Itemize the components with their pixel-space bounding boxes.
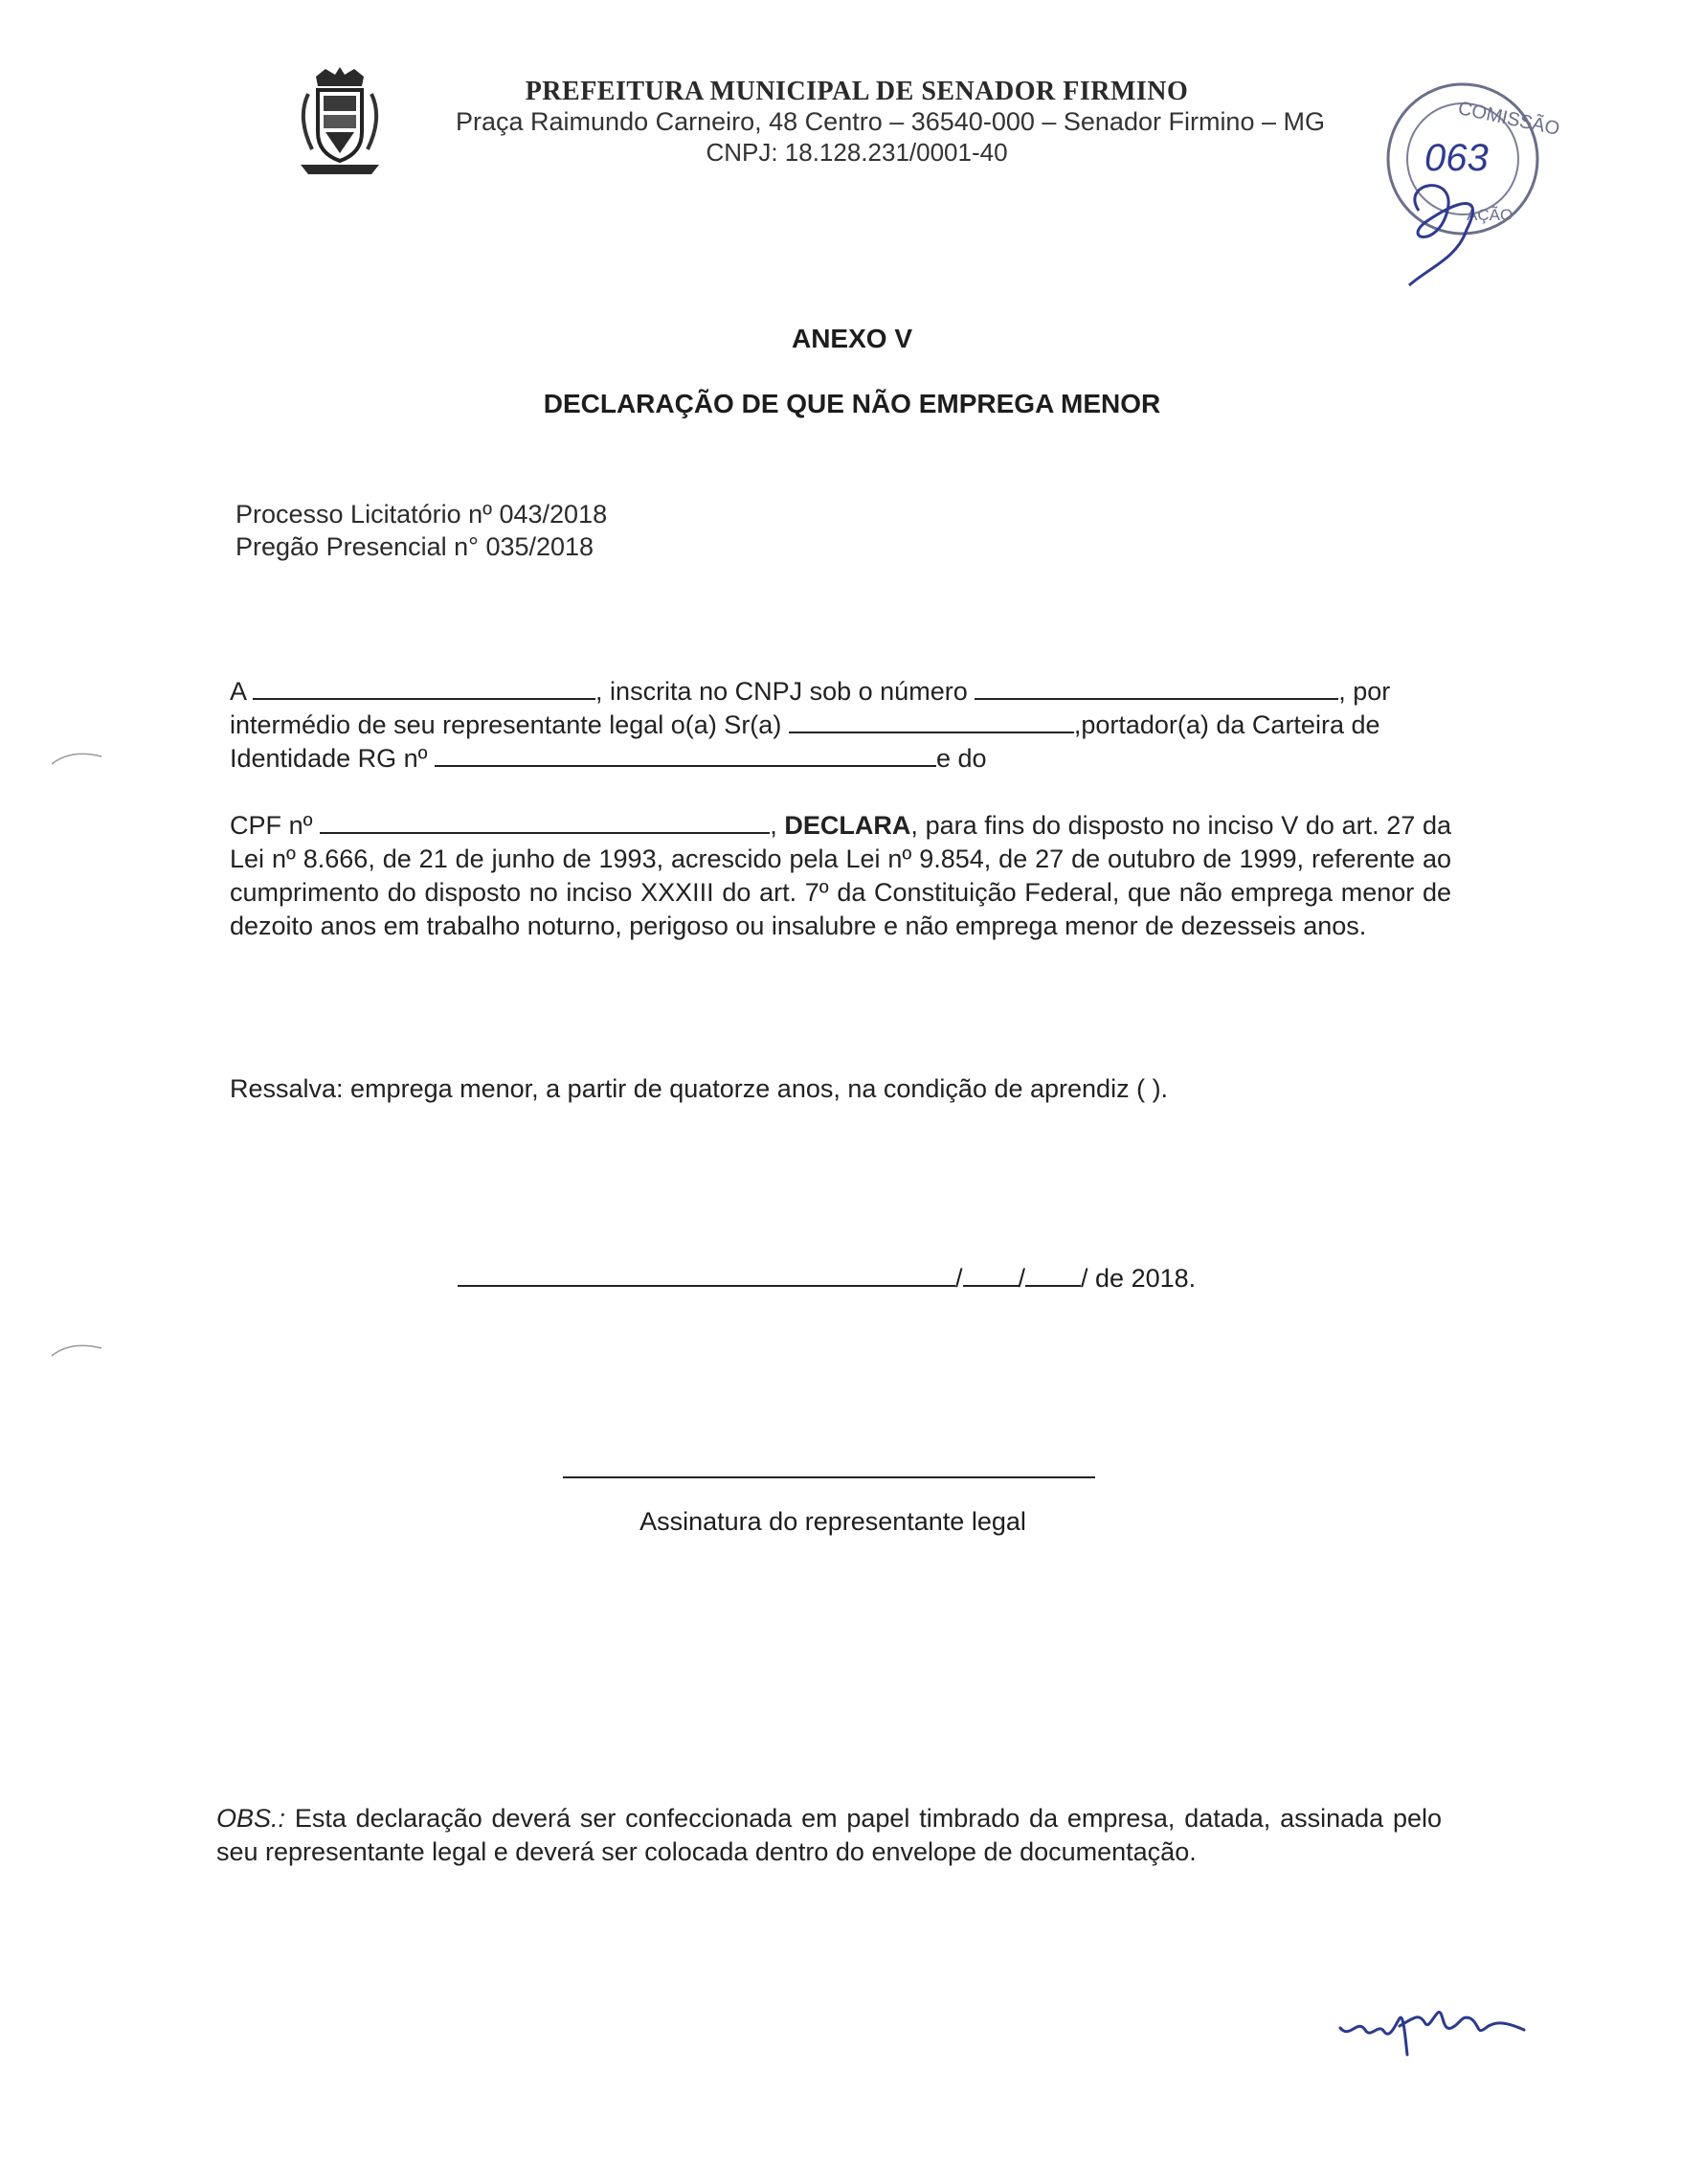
declaration-title: DECLARAÇÃO DE QUE NÃO EMPREGA MENOR: [543, 389, 1161, 418]
text-declaration-body: , para fins do disposto no inciso V do art. 27 da Lei nº 8.666, de 21 de junho de 1993, acrescido pela Lei nº 9.854, de 27 de outubro de 1999, referente ao cumprimento do disposto no inciso XXXIII do art. 7º da Constituição Federal, que não emprega menor de dezoito anos em trabalho noturno, perigoso ou insalubre e não emprega menor de dezesseis anos.: [230, 811, 1451, 940]
ressalva-text: Ressalva: emprega menor, a partir de quatorze anos, na condição de aprendiz ( ).: [230, 1074, 1169, 1103]
date-sep-2: /: [1018, 1264, 1026, 1293]
letterhead-title: PREFEITURA MUNICIPAL DE SENADOR FIRMINO: [525, 77, 1189, 106]
stamp-text-top: COMISSÃO: [1456, 98, 1562, 141]
signature-label: Assinatura do representante legal: [639, 1507, 1026, 1536]
rg-field[interactable]: [435, 744, 936, 767]
text-por: , por: [1338, 677, 1391, 706]
representative-name-field[interactable]: [789, 710, 1074, 733]
stamp-number: 063: [1424, 137, 1489, 179]
text-edo: e do: [936, 744, 987, 773]
month-field[interactable]: [1025, 1264, 1081, 1287]
cnpj-field[interactable]: [975, 677, 1338, 700]
scan-mark: [48, 745, 105, 768]
text-inscrita: , inscrita no CNPJ sob o número: [595, 677, 968, 706]
text-cpf: CPF nº: [230, 811, 313, 840]
cpf-field[interactable]: [320, 811, 770, 834]
date-line: [458, 1264, 1196, 1294]
obs-label: OBS.:: [216, 1804, 286, 1833]
text-declara: DECLARA: [784, 811, 911, 840]
obs-note: [216, 1802, 1442, 1869]
day-field[interactable]: [963, 1264, 1019, 1287]
date-suffix: / de 2018.: [1081, 1264, 1197, 1293]
letterhead-cnpj: CNPJ: 18.128.231/0001-40: [706, 138, 1008, 167]
process-number: Processo Licitatório nº 043/2018: [235, 500, 608, 529]
scan-mark: [48, 1337, 105, 1360]
annex-title: ANEXO V: [791, 324, 913, 353]
text-intermedio: intermédio de seu representante legal o(a) Sr(a): [230, 710, 782, 739]
coat-of-arms-icon: [287, 65, 392, 180]
text-portador: ,portador(a) da Carteira de: [1073, 710, 1380, 739]
declaration-paragraph-2: [230, 809, 1451, 943]
obs-text: Esta declaração deverá ser confeccionada em papel timbrado da empresa, datada, assinada pelo seu representante legal e deverá ser colocada dentro do envelope de documentação.: [216, 1804, 1442, 1866]
company-name-field[interactable]: [253, 677, 595, 700]
auction-number: Pregão Presencial n° 035/2018: [235, 532, 594, 561]
signature-line[interactable]: [563, 1476, 1095, 1478]
date-sep-1: /: [955, 1264, 963, 1293]
declaration-paragraph-1: [230, 675, 1451, 776]
text-a: A: [230, 677, 246, 706]
text-identidade: Identidade RG nº: [230, 744, 428, 773]
letterhead-address: Praça Raimundo Carneiro, 48 Centro – 36540-000 – Senador Firmino – MG: [456, 107, 1325, 136]
commission-stamp: [1371, 67, 1562, 297]
place-field[interactable]: [458, 1264, 955, 1287]
stamp-text-bottom: AÇÃO: [1467, 206, 1513, 224]
text-comma: ,: [770, 811, 777, 840]
handwritten-rubric: [1336, 1980, 1528, 2066]
